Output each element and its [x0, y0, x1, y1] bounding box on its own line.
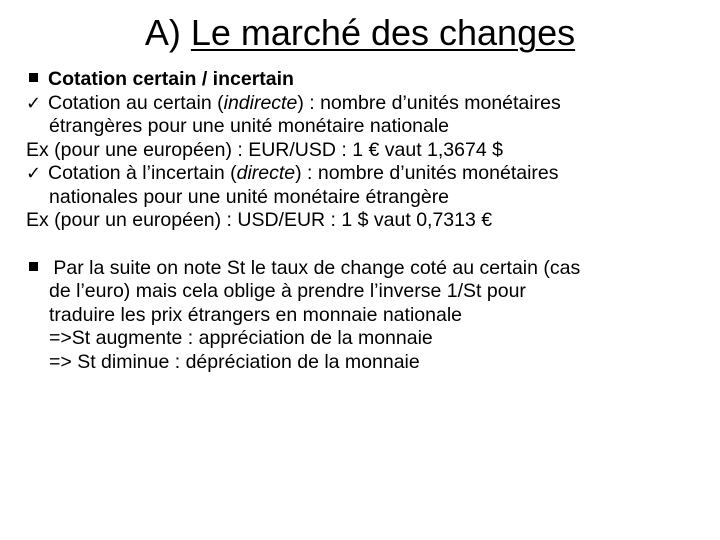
item1-continuation: étrangères pour une unité monétaire nationale — [49, 115, 450, 137]
section1-heading-line — [26, 68, 706, 92]
section2-line-1: de l’euro) mais cela oblige à prendre l’inverse 1/St pour — [49, 280, 526, 302]
section2-line-0: Par la suite on note St le taux de change coté au certain (cas — [48, 256, 581, 279]
section2-line-3: =>St augmente : appréciation de la monnaie — [49, 327, 433, 349]
square-bullet-icon — [26, 68, 48, 92]
item2-after: ) : nombre d’unités monétaires — [295, 162, 559, 184]
title-prefix: A) — [144, 12, 191, 53]
checkmark-icon: ✓ — [26, 163, 42, 184]
item1-before: Cotation au certain ( — [48, 91, 224, 114]
checkmark-icon: ✓ — [26, 92, 42, 114]
section2-line-2: traduire les prix étrangers en monnaie nationale — [49, 303, 462, 326]
section2-line-4: => St diminue : dépréciation de la monnaie — [49, 350, 420, 373]
section2-first-line — [26, 257, 706, 281]
title-underlined: Le marché des changes — [190, 12, 576, 53]
item1-after: ) : nombre d’unités monétaires — [297, 91, 561, 114]
slide-title — [0, 10, 720, 56]
item2-line — [26, 162, 706, 186]
slide-content — [26, 68, 706, 374]
item2-italic: directe — [236, 162, 296, 184]
section1-heading: Cotation certain / incertain — [48, 68, 294, 90]
item1-italic: indirecte — [223, 91, 298, 114]
example2: Ex (pour un européen) : USD/EUR : 1 $ vaut 0,7313 € — [26, 209, 493, 231]
square-bullet-icon — [26, 257, 48, 281]
item2-continuation: nationales pour une unité monétaire étrangère — [49, 185, 450, 208]
example1: Ex (pour une européen) : EUR/USD : 1 € vaut 1,3674 $ — [26, 138, 503, 161]
item2-before: Cotation à l’incertain ( — [48, 162, 237, 184]
item1-line — [26, 92, 706, 116]
